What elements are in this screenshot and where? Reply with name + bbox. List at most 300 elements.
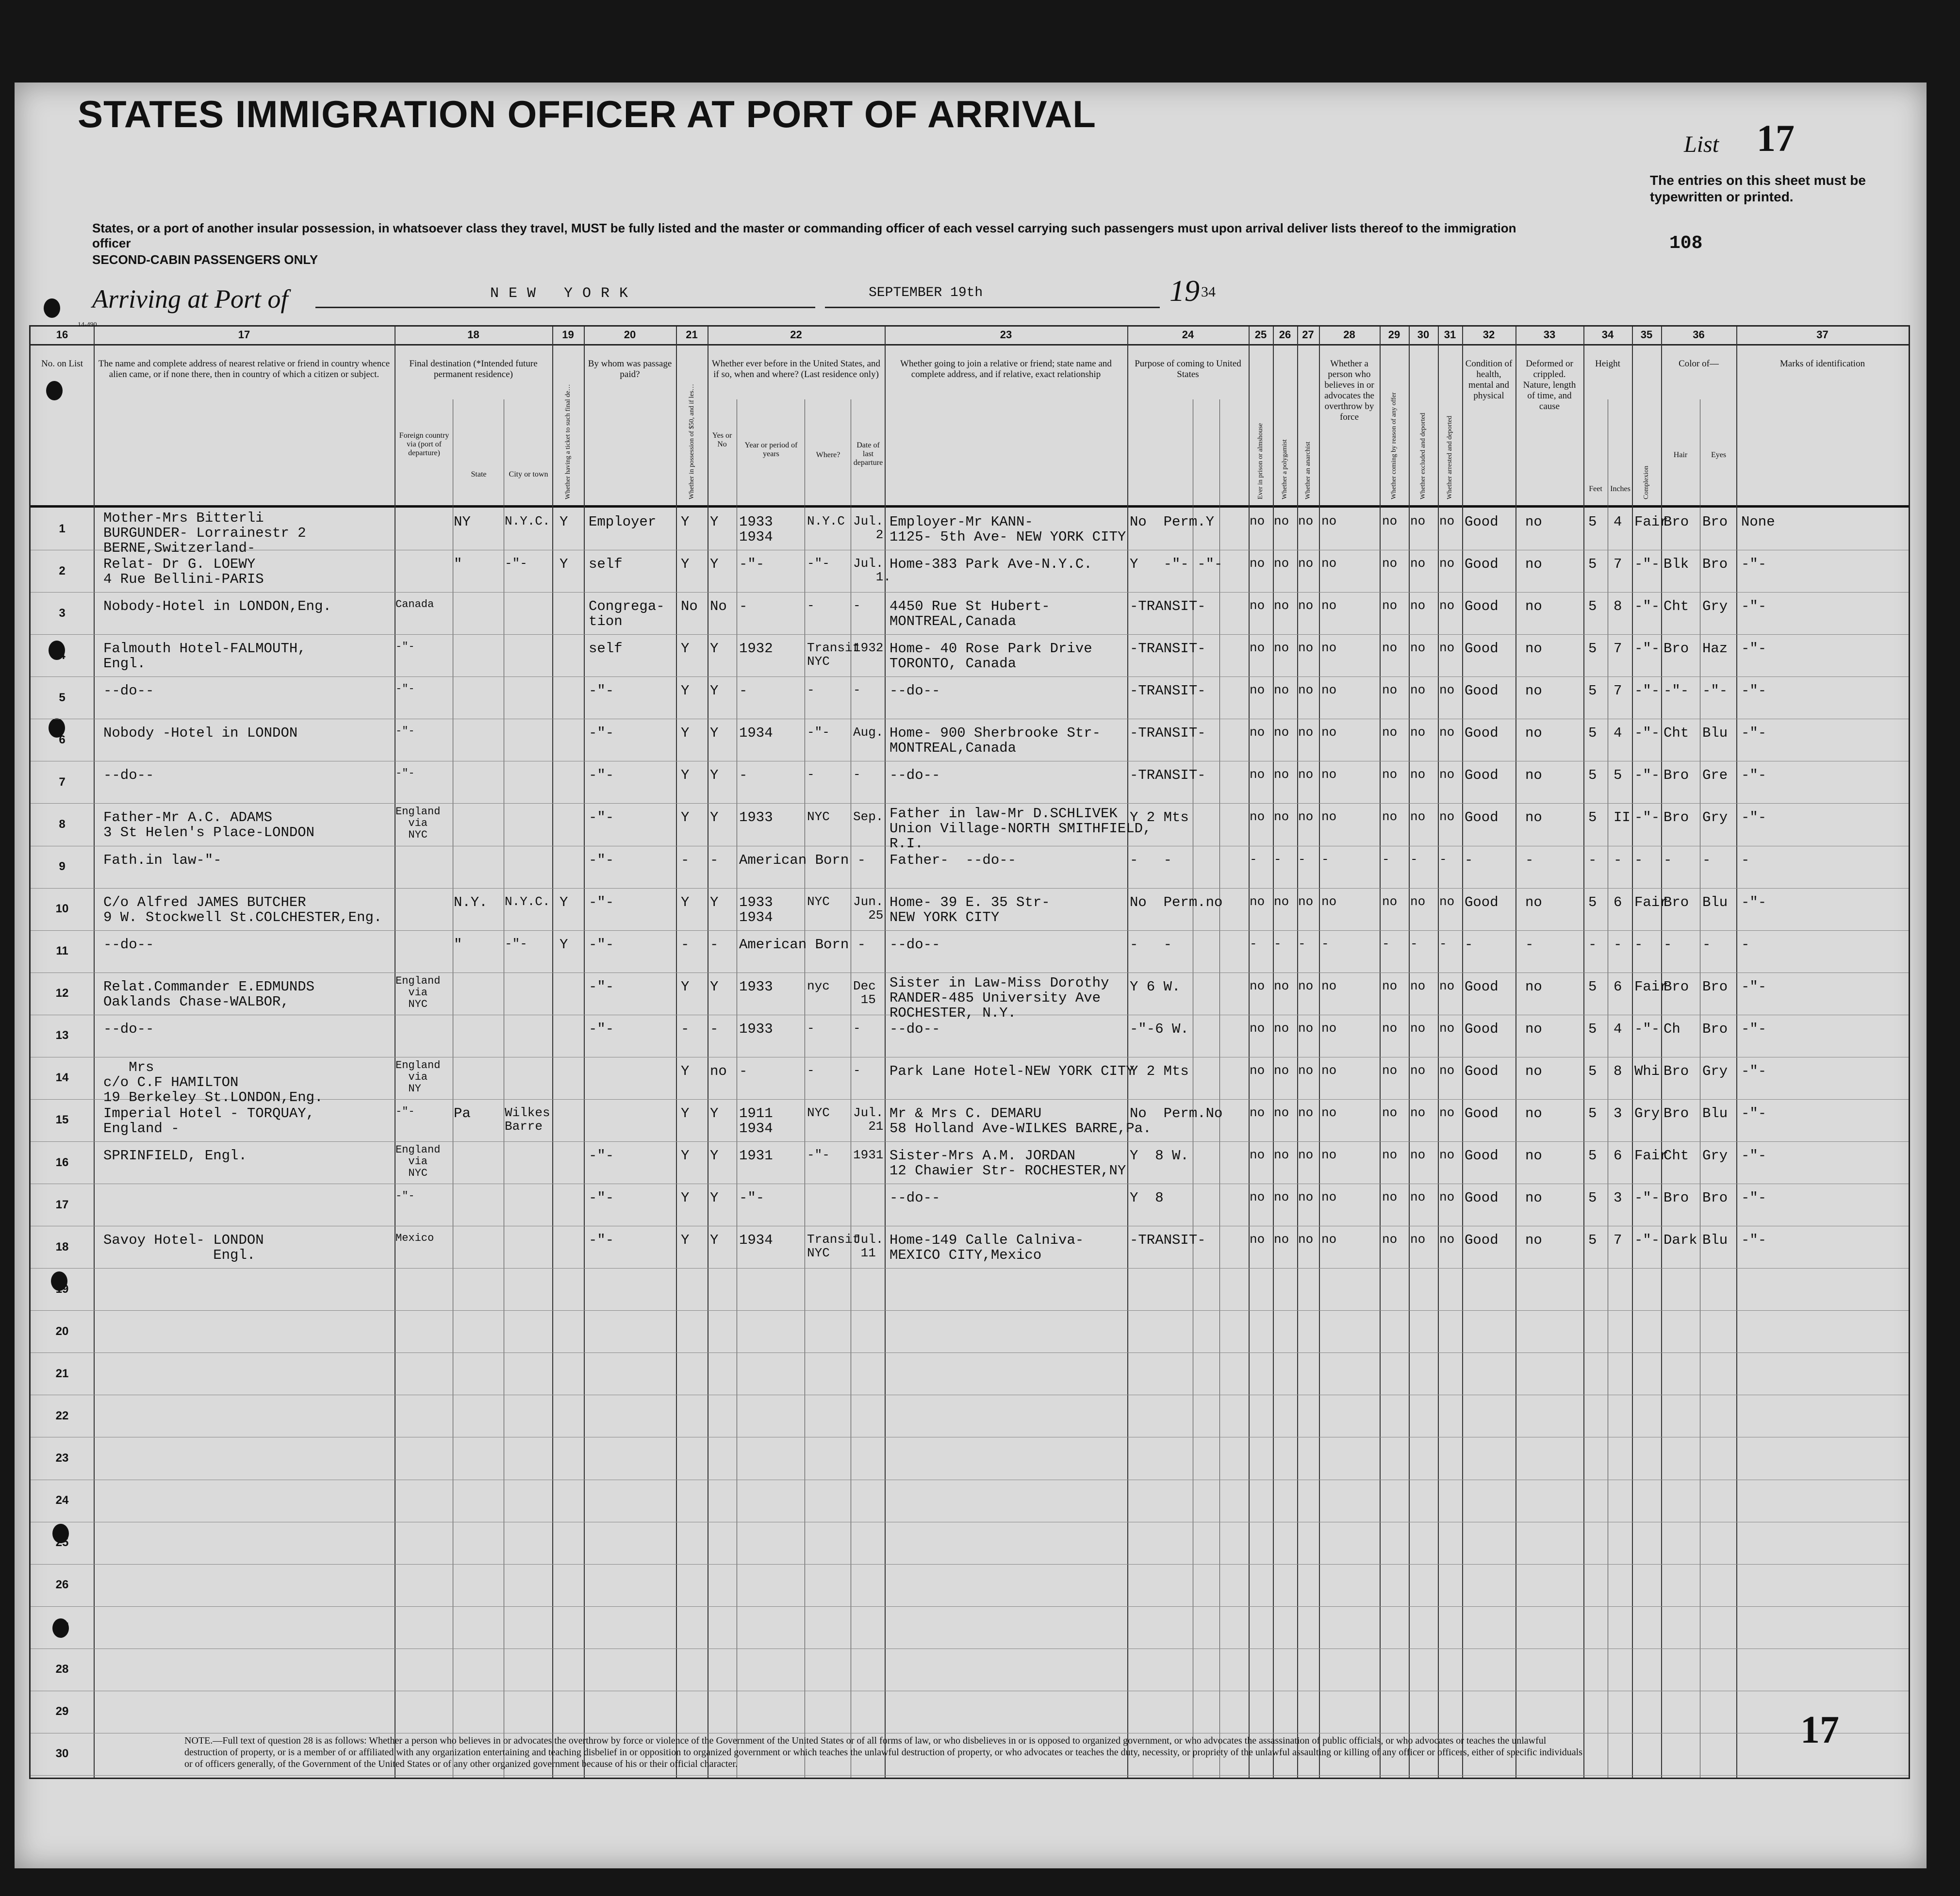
row-where-cell: NYC — [807, 809, 830, 824]
row-divider — [31, 1268, 1909, 1269]
row-inches-cell: 4 — [1614, 725, 1622, 742]
row-before-cell: Y — [710, 514, 719, 530]
row-years-cell: -"- — [739, 1190, 765, 1206]
row-paid-cell: -"- — [589, 767, 614, 784]
column-number: 25 — [1254, 329, 1267, 341]
row-depart-cell: Aug. — [853, 725, 884, 740]
row-c29-cell: no — [1382, 1190, 1398, 1205]
row-c26-cell: no — [1274, 725, 1289, 740]
row-depart-cell: Jun. 25 — [853, 894, 884, 923]
row-c30-cell: no — [1410, 978, 1426, 993]
row-health-cell: Good — [1465, 725, 1499, 742]
row-health-cell: Good — [1465, 514, 1499, 530]
row-eyes-cell: Blu — [1702, 725, 1728, 742]
row-c27-cell: no — [1298, 725, 1314, 740]
subcolumn-header: Yes or No — [712, 431, 732, 448]
row-c25-cell: no — [1250, 1190, 1265, 1205]
row-c25-cell: no — [1250, 598, 1265, 613]
row-hair-cell: Cht — [1664, 1148, 1689, 1164]
row-number: 14 — [55, 1071, 69, 1085]
row-eyes-cell: Gre — [1702, 767, 1728, 784]
row-marks-cell: - — [1741, 852, 1750, 868]
row-c27-cell: no — [1298, 894, 1314, 909]
column-header: By whom was passage paid? — [588, 359, 672, 379]
row-deformed-cell: no — [1525, 598, 1542, 615]
row-paid-cell: -"- — [589, 683, 614, 699]
row-c28-cell: no — [1321, 1190, 1337, 1205]
column-header: Purpose of coming to United States — [1135, 359, 1241, 379]
column-number: 26 — [1279, 329, 1291, 341]
row-depart-cell: - — [853, 1021, 861, 1036]
row-foreign-cell: -"- — [395, 1105, 415, 1118]
row-c27-cell: no — [1298, 767, 1314, 782]
row-c31-cell: no — [1439, 767, 1455, 782]
row-join-cell: 4450 Rue St Hubert- MONTREAL,Canada — [889, 598, 1050, 630]
row-health-cell: - — [1465, 936, 1473, 953]
row-complexion-cell: - — [1634, 852, 1643, 868]
row-years-cell: 1934 — [739, 1232, 773, 1249]
row-health-cell: Good — [1465, 1190, 1499, 1206]
row-c27-cell: no — [1298, 978, 1314, 993]
row-years-cell: American Born - — [739, 852, 866, 868]
row-addr-cell: Nobody -Hotel in LONDON — [103, 725, 298, 742]
row-c27-cell: no — [1298, 683, 1314, 698]
row-join-cell: Father- --do-- — [889, 852, 1017, 868]
row-years-cell: 1933 1934 — [739, 514, 773, 545]
row-depart-cell: Dec 15 — [853, 978, 876, 1007]
row-c25-cell: no — [1250, 641, 1265, 656]
row-health-cell: Good — [1465, 978, 1499, 995]
row-health-cell: Good — [1465, 1063, 1499, 1079]
row-purpose-cell: No Perm.Y — [1130, 514, 1215, 530]
column-number: 18 — [467, 329, 479, 341]
row-complexion-cell: -"- — [1634, 641, 1660, 657]
row-addr-cell: --do-- — [103, 1021, 154, 1037]
row-c29-cell: no — [1382, 641, 1398, 656]
column-number: 19 — [562, 329, 574, 341]
list-label: List — [1684, 132, 1719, 157]
row-deformed-cell: no — [1525, 894, 1542, 910]
column-header: Whether arrested and deported — [1446, 415, 1453, 499]
row-c31-cell: no — [1439, 725, 1455, 740]
row-join-cell: Mr & Mrs C. DEMARU 58 Holland Ave-WILKES BARRE,Pa. — [889, 1105, 1152, 1137]
row-depart-cell: Sep. — [853, 809, 884, 824]
subcolumn-header: Feet — [1589, 485, 1602, 493]
row-marks-cell: -"- — [1741, 1190, 1767, 1206]
row-number: 20 — [55, 1324, 69, 1338]
row-addr-cell: --do-- — [103, 936, 154, 953]
row-marks-cell: -"- — [1741, 598, 1767, 615]
row-cash-cell: - — [681, 936, 690, 953]
row-cash-cell: Y — [681, 1105, 690, 1121]
row-c30-cell: no — [1410, 683, 1426, 698]
row-deformed-cell: no — [1525, 1105, 1542, 1121]
row-c25-cell: no — [1250, 809, 1265, 824]
row-join-cell: --do-- — [889, 1190, 940, 1206]
row-marks-cell: -"- — [1741, 683, 1767, 699]
row-ticket-cell: Y — [560, 556, 568, 573]
column-number: 30 — [1417, 329, 1430, 341]
row-depart-cell: Jul. 11 — [853, 1232, 884, 1261]
row-years-cell: 1932 — [739, 641, 773, 657]
row-divider — [31, 1352, 1909, 1353]
row-c28-cell: no — [1321, 641, 1337, 656]
row-eyes-cell: - — [1702, 936, 1711, 953]
row-where-cell: - — [807, 767, 815, 782]
row-hair-cell: Bro — [1664, 894, 1689, 910]
row-complexion-cell: -"- — [1634, 725, 1660, 742]
row-feet-cell: 5 — [1588, 809, 1597, 826]
row-number: 2 — [59, 564, 66, 577]
row-before-cell: Y — [710, 556, 719, 573]
row-c30-cell: no — [1410, 1190, 1426, 1205]
row-complexion-cell: -"- — [1634, 556, 1660, 573]
row-c28-cell: no — [1321, 598, 1337, 613]
row-divider — [31, 1310, 1909, 1311]
list-number: 17 — [1757, 117, 1795, 159]
row-complexion-cell: Whi — [1634, 1063, 1660, 1079]
row-c25-cell: no — [1250, 1148, 1265, 1162]
row-c26-cell: no — [1274, 1148, 1289, 1162]
row-state-cell: " — [454, 556, 462, 573]
row-c29-cell: no — [1382, 1021, 1398, 1036]
row-c26-cell: no — [1274, 683, 1289, 698]
row-c25-cell: no — [1250, 1063, 1265, 1078]
row-foreign-cell: England via NYC — [395, 1144, 441, 1179]
row-join-cell: --do-- — [889, 1021, 940, 1037]
row-addr-cell: Savoy Hotel- LONDON Engl. — [103, 1232, 264, 1264]
row-addr-cell: Relat- Dr G. LOEWY 4 Rue Bellini-PARIS — [103, 556, 264, 588]
row-city-cell: -"- — [505, 936, 527, 951]
row-c25-cell: no — [1250, 556, 1265, 571]
row-addr-cell: Relat.Commander E.EDMUNDS Oaklands Chase-WALBOR, — [103, 978, 315, 1010]
row-deformed-cell: no — [1525, 1190, 1542, 1206]
row-foreign-cell: Canada — [395, 598, 434, 611]
row-c30-cell: no — [1410, 641, 1426, 656]
row-depart-cell: - — [853, 1063, 861, 1078]
row-divider — [31, 803, 1909, 804]
row-inches-cell: II — [1614, 809, 1631, 826]
row-c28-cell: no — [1321, 514, 1337, 528]
footnote: NOTE.—Full text of question 28 is as follows: Whether a person who believes in or advocates the overthrow by force or violence of the Government of the United States or of all forms of law, or who disbelieves in or is opposed to organized government, or who advocates the assassination of public officials, or who advocates or teaches the unlawful destruction of property, or is a member of or affiliated with any organization entertaining and teaching disbelief in or opposition to organized government or which teaches the unlawful destruction of property, or who advocates or teaches the duty, necessity, or propriety of the unlawful assaulting or killing of any officer or officers, either of specific individuals or of officers generally, of the Government of the United States or of any other organized government because of his or their official character. — [184, 1735, 1582, 1769]
row-cash-cell: Y — [681, 556, 690, 573]
row-feet-cell: 5 — [1588, 641, 1597, 657]
row-hair-cell: Ch — [1664, 1021, 1680, 1037]
row-c25-cell: - — [1250, 936, 1257, 951]
row-c27-cell: no — [1298, 1148, 1314, 1162]
row-c31-cell: no — [1439, 556, 1455, 571]
row-c26-cell: - — [1274, 936, 1282, 951]
row-deformed-cell: no — [1525, 809, 1542, 826]
column-number: 17 — [238, 329, 250, 341]
form-number: 14-490 — [78, 321, 97, 329]
row-number: 26 — [55, 1578, 69, 1592]
row-before-cell: Y — [710, 809, 719, 826]
row-years-cell: 1911 1934 — [739, 1105, 773, 1137]
row-c27-cell: no — [1298, 514, 1314, 528]
column-header: Whether excluded and deported — [1419, 412, 1427, 499]
row-complexion-cell: - — [1634, 936, 1643, 953]
row-c30-cell: no — [1410, 514, 1426, 528]
row-complexion-cell: -"- — [1634, 1190, 1660, 1206]
row-cash-cell: Y — [681, 894, 690, 910]
row-c25-cell: no — [1250, 725, 1265, 740]
row-c30-cell: - — [1410, 852, 1418, 867]
row-join-cell: Sister-Mrs A.M. JORDAN 12 Chawier Str- ROCHESTER,NY — [889, 1148, 1126, 1179]
row-c29-cell: no — [1382, 1063, 1398, 1078]
row-inches-cell: 4 — [1614, 1021, 1622, 1037]
arriving-label: Arriving at Port of — [92, 284, 288, 313]
row-join-cell: Employer-Mr KANN- 1125- 5th Ave- NEW YORK CITY — [889, 514, 1126, 545]
row-marks-cell: -"- — [1741, 1063, 1767, 1079]
row-c29-cell: no — [1382, 1232, 1398, 1247]
row-eyes-cell: Blu — [1702, 1232, 1728, 1249]
row-complexion-cell: Gry — [1634, 1105, 1660, 1121]
column-header: Condition of health, mental and physical — [1465, 359, 1513, 401]
row-years-cell: 1934 — [739, 725, 773, 742]
row-c29-cell: no — [1382, 894, 1398, 909]
row-foreign-cell: England via NYC — [395, 806, 441, 841]
row-cash-cell: Y — [681, 514, 690, 530]
row-c29-cell: - — [1382, 936, 1390, 951]
row-inches-cell: 7 — [1614, 641, 1622, 657]
row-purpose-cell: -"-6 W. — [1130, 1021, 1189, 1037]
column-header: No. on List — [41, 359, 83, 369]
column-header: Color of— — [1679, 359, 1719, 369]
row-c30-cell: no — [1410, 598, 1426, 613]
row-city-cell: N.Y.C. — [505, 514, 550, 528]
row-divider — [31, 1564, 1909, 1565]
row-purpose-cell: Y 8 W. — [1130, 1148, 1189, 1164]
row-c29-cell: no — [1382, 514, 1398, 528]
subcolumn-header: Foreign country via (port of departure) — [399, 431, 449, 457]
row-purpose-cell: -TRANSIT- — [1130, 641, 1206, 657]
row-inches-cell: 5 — [1614, 767, 1622, 784]
row-depart-cell: Jul. 21 — [853, 1105, 884, 1134]
row-c25-cell: no — [1250, 767, 1265, 782]
row-divider — [31, 634, 1909, 635]
row-deformed-cell: no — [1525, 725, 1542, 742]
row-feet-cell: 5 — [1588, 683, 1597, 699]
row-deformed-cell: no — [1525, 1148, 1542, 1164]
row-years-cell: American Born - — [739, 936, 866, 953]
row-c29-cell: no — [1382, 767, 1398, 782]
row-health-cell: Good — [1465, 1232, 1499, 1249]
row-purpose-cell: No Perm.no — [1130, 894, 1223, 910]
row-where-cell: -"- — [807, 725, 830, 740]
row-paid-cell: -"- — [589, 1232, 614, 1249]
row-complexion-cell: -"- — [1634, 598, 1660, 615]
row-c28-cell: no — [1321, 1105, 1337, 1120]
row-number: 11 — [56, 944, 68, 958]
row-addr-cell: Father-Mr A.C. ADAMS 3 St Helen's Place-LONDON — [103, 809, 315, 841]
row-addr-cell: SPRINFIELD, Engl. — [103, 1148, 247, 1164]
row-divider — [31, 1141, 1909, 1142]
row-c31-cell: no — [1439, 514, 1455, 528]
page-title: STATES IMMIGRATION OFFICER AT PORT OF ARRIVAL — [78, 93, 1096, 135]
row-hair-cell: Cht — [1664, 725, 1689, 742]
row-health-cell: Good — [1465, 767, 1499, 784]
row-marks-cell: -"- — [1741, 767, 1767, 784]
row-purpose-cell: Y 2 Mts — [1130, 809, 1189, 826]
row-marks-cell: -"- — [1741, 809, 1767, 826]
row-foreign-cell: -"- — [395, 683, 415, 695]
row-c29-cell: no — [1382, 725, 1398, 740]
reference-number: 108 — [1669, 233, 1703, 254]
row-depart-cell: Jul. 2 — [853, 514, 884, 542]
row-years-cell: - — [739, 767, 748, 784]
column-number: 32 — [1482, 329, 1495, 341]
row-paid-cell: -"- — [589, 936, 614, 953]
row-c25-cell: no — [1250, 894, 1265, 909]
row-before-cell: Y — [710, 725, 719, 742]
row-years-cell: 1933 — [739, 978, 773, 995]
row-c26-cell: no — [1274, 809, 1289, 824]
row-c30-cell: no — [1410, 1232, 1426, 1247]
row-before-cell: Y — [710, 1148, 719, 1164]
row-before-cell: Y — [710, 978, 719, 995]
row-number: 6 — [59, 733, 66, 746]
column-header: Whether going to join a relative or friend; state name and complete address, and if relative, exact relationship — [900, 359, 1112, 379]
column-header: Whether having a ticket to such final de… — [564, 384, 572, 499]
row-c31-cell: - — [1439, 852, 1447, 867]
column-header: Complexion — [1643, 465, 1650, 499]
row-marks-cell: -"- — [1741, 1105, 1767, 1121]
column-header: Final destination (*Intended future permanent residence) — [409, 359, 538, 379]
row-health-cell: Good — [1465, 809, 1499, 826]
row-c31-cell: no — [1439, 1232, 1455, 1247]
column-number: 21 — [686, 329, 698, 341]
row-c26-cell: no — [1274, 978, 1289, 993]
row-purpose-cell: -TRANSIT- — [1130, 725, 1206, 742]
row-c27-cell: no — [1298, 809, 1314, 824]
row-foreign-cell: England via NY — [395, 1059, 441, 1095]
row-before-cell: Y — [710, 1105, 719, 1121]
row-number: 27 — [55, 1620, 69, 1634]
row-join-cell: --do-- — [889, 683, 940, 699]
row-cash-cell: Y — [681, 1190, 690, 1206]
row-before-cell: - — [710, 852, 719, 868]
subcolumn-header: Year or period of years — [744, 441, 798, 458]
row-c31-cell: no — [1439, 894, 1455, 909]
row-c28-cell: - — [1321, 936, 1329, 951]
row-number: 29 — [55, 1705, 69, 1718]
row-c30-cell: no — [1410, 1021, 1426, 1036]
row-eyes-cell: Haz — [1702, 641, 1728, 657]
row-addr-cell: Imperial Hotel - TORQUAY, England - — [103, 1105, 315, 1137]
row-where-cell: N.Y.C — [807, 514, 845, 528]
row-cash-cell: Y — [681, 1232, 690, 1249]
row-health-cell: Good — [1465, 1148, 1499, 1164]
row-where-cell: - — [807, 683, 815, 698]
subcolumn-header: Hair — [1673, 451, 1688, 459]
row-c27-cell: no — [1298, 1190, 1314, 1205]
row-c27-cell: no — [1298, 1063, 1314, 1078]
row-before-cell: Y — [710, 1190, 719, 1206]
column-number: 20 — [624, 329, 636, 341]
row-cash-cell: Y — [681, 978, 690, 995]
row-feet-cell: 5 — [1588, 725, 1597, 742]
row-deformed-cell: no — [1525, 1021, 1542, 1037]
row-cash-cell: Y — [681, 1063, 690, 1079]
row-c26-cell: no — [1274, 556, 1289, 571]
row-complexion-cell: -"- — [1634, 1232, 1660, 1249]
column-number: 34 — [1601, 329, 1614, 341]
row-before-cell: No — [710, 598, 727, 615]
row-addr-cell: --do-- — [103, 683, 154, 699]
date-line — [825, 307, 1160, 308]
row-c28-cell: no — [1321, 1021, 1337, 1036]
row-c28-cell: no — [1321, 556, 1337, 571]
row-feet-cell: 5 — [1588, 598, 1597, 615]
manifest-table — [29, 325, 1910, 1779]
row-inches-cell: 6 — [1614, 1148, 1622, 1164]
row-hair-cell: Bro — [1664, 514, 1689, 530]
row-number: 8 — [59, 818, 66, 831]
row-c26-cell: no — [1274, 641, 1289, 656]
row-purpose-cell: -TRANSIT- — [1130, 683, 1206, 699]
row-divider — [31, 888, 1909, 889]
subcolumn-header: Where? — [816, 451, 840, 459]
row-cash-cell: - — [681, 852, 690, 868]
row-c26-cell: no — [1274, 767, 1289, 782]
row-number: 15 — [55, 1113, 69, 1127]
row-years-cell: 1933 — [739, 809, 773, 826]
column-number: 36 — [1693, 329, 1705, 341]
row-c31-cell: no — [1439, 1063, 1455, 1078]
row-c30-cell: no — [1410, 809, 1426, 824]
row-hair-cell: Bro — [1664, 1105, 1689, 1121]
row-join-cell: --do-- — [889, 936, 940, 953]
row-health-cell: Good — [1465, 683, 1499, 699]
row-number: 9 — [59, 860, 66, 874]
row-number: 24 — [55, 1494, 69, 1507]
row-marks-cell: - — [1741, 936, 1750, 953]
row-paid-cell: -"- — [589, 894, 614, 910]
row-number: 23 — [55, 1451, 69, 1465]
row-c31-cell: no — [1439, 809, 1455, 824]
row-hair-cell: -"- — [1664, 683, 1689, 699]
row-deformed-cell: no — [1525, 1232, 1542, 1249]
row-inches-cell: - — [1614, 936, 1622, 953]
row-complexion-cell: -"- — [1634, 683, 1660, 699]
row-cash-cell: Y — [681, 809, 690, 826]
row-deformed-cell: no — [1525, 514, 1542, 530]
row-c31-cell: no — [1439, 641, 1455, 656]
table-body — [31, 508, 1909, 1775]
row-hair-cell: - — [1664, 852, 1672, 868]
row-addr-cell: C/o Alfred JAMES BUTCHER 9 W. Stockwell St.COLCHESTER,Eng. — [103, 894, 382, 925]
row-eyes-cell: - — [1702, 852, 1711, 868]
row-years-cell: 1933 — [739, 1021, 773, 1037]
row-c26-cell: no — [1274, 1021, 1289, 1036]
row-before-cell: Y — [710, 641, 719, 657]
row-c31-cell: no — [1439, 1021, 1455, 1036]
row-c29-cell: no — [1382, 598, 1398, 613]
row-purpose-cell: Y 8 — [1130, 1190, 1164, 1206]
row-hair-cell: Bro — [1664, 1190, 1689, 1206]
port-name: NEW YORK — [490, 285, 638, 302]
column-number: 29 — [1388, 329, 1400, 341]
row-complexion-cell: Fair — [1634, 894, 1668, 910]
row-c27-cell: no — [1298, 1105, 1314, 1120]
row-where-cell: - — [807, 1021, 815, 1036]
row-c28-cell: no — [1321, 978, 1337, 993]
row-feet-cell: 5 — [1588, 514, 1597, 530]
row-addr-cell: Mother-Mrs Bitterli BURGUNDER- Lorrainestr 2 BERNE,Switzerland- — [103, 510, 306, 556]
row-c28-cell: no — [1321, 1232, 1337, 1247]
row-before-cell: Y — [710, 894, 719, 910]
